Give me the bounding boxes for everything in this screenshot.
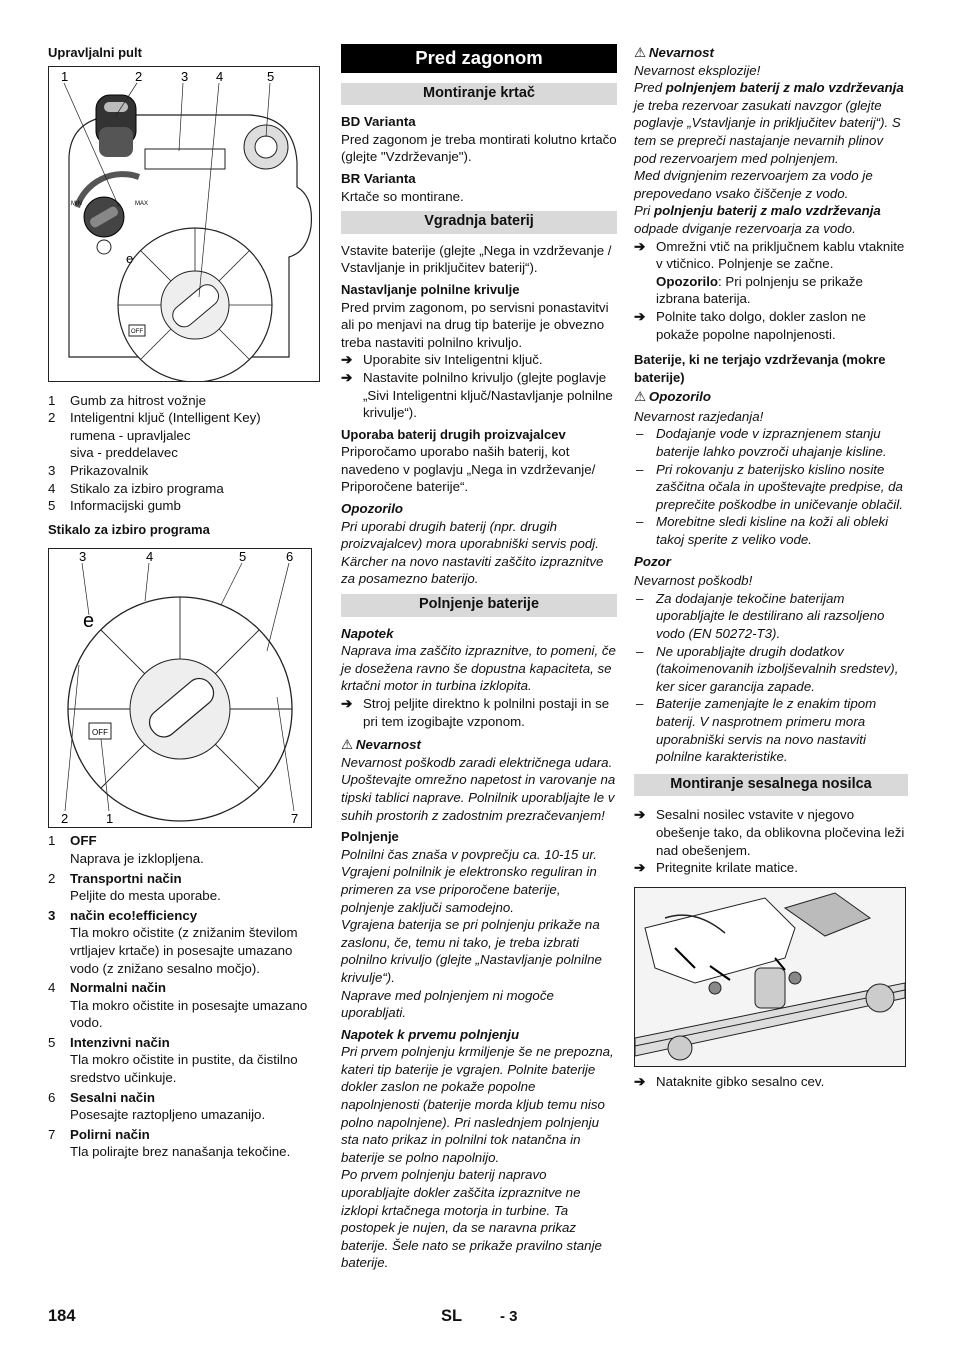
warning-triangle-icon: ⚠ [634, 389, 646, 405]
legend-item: rumena - upravljalec [70, 427, 191, 443]
fig2-callout-3: 3 [79, 549, 87, 565]
step-item: ➔ Sesalni nosilec vstavite v njegovo obešenje tako, da oblikovna pločevina leži nad obešenjem. [634, 807, 905, 858]
program-switch-drawing [49, 549, 311, 827]
danger-heading: ⚠ Nevarnost [341, 737, 421, 753]
dash-item: – Pri rokovanju z baterijsko kislino nosite zaščitna očala in upoštevajte predpise, da preprečite poškodbe in uničevanje oblačil. [636, 461, 903, 512]
legend-item: 1 Gumb za hitrost vožnje [48, 392, 206, 408]
program-item: 5 Intenzivni način Tla mokro očistite in pustite, da čistilno sredstvo učinkuje. [48, 1034, 298, 1086]
br-variant-heading: BR Varianta [341, 170, 416, 186]
caution-heading: Opozorilo [341, 501, 404, 517]
fig2-off-label: OFF [92, 728, 108, 738]
section-battery-install: Vgradnja baterij [341, 211, 617, 234]
step-item: ➔ Stroj peljite direktno k polnilni postaji in se pri tem izogibajte vzponom. [341, 696, 610, 729]
control-panel-drawing [49, 67, 319, 381]
step-item: ➔ Nataknite gibko sesalno cev. [634, 1073, 825, 1089]
fig1-callout-2: 2 [135, 68, 143, 84]
legend-item: 3 Prikazovalnik [48, 462, 149, 478]
warning-triangle-icon: ⚠ [341, 737, 353, 753]
dash-item: – Baterije zamenjajte le z enakim tipom baterij. V nasprotnem primeru mora uporabniški servis na novo nastaviti polnilne karakteristike. [636, 696, 877, 765]
arrow-icon: ➔ [341, 352, 353, 368]
section-number: - 3 [500, 1308, 518, 1325]
fig1-callout-4: 4 [216, 68, 224, 84]
control-panel-heading: Upravljalni pult [48, 45, 142, 60]
squeegee-drawing [635, 888, 905, 1066]
legend-item: 4 Stikalo za izbiro programa [48, 480, 224, 496]
danger-text: Nevarnost poškodb zaradi električnega udara. Upoštevajte omrežno napetost in varovanje na tipski tablici naprave. Polnilnik uporabljajte le v suhih prostorih z zadostnim prezračevanjem! [341, 754, 616, 823]
legend-item: 2 Inteligentni ključ (Intelligent Key) [48, 410, 261, 426]
explosion-paragraph-3: Pri polnjenju baterij z malo vzdrževanja odpade dviganje rezervoarja za vodo. [634, 203, 881, 236]
fig2-callout-4: 4 [146, 549, 154, 565]
first-charge-heading: Napotek k prvemu polnjenju [341, 1026, 520, 1042]
program-item: 7 Polirni način Tla polirajte brez nanašanja tekočine. [48, 1126, 291, 1160]
charging-text-1: Polnilni čas znaša v povprečju ca. 10-15 ur. Vgrajeni polnilnik je elektronsko reguliran in primeren za vse priporočene baterije, polnjenje zaključi samodejno. [341, 846, 597, 915]
fig2-callout-5: 5 [239, 549, 247, 565]
arrow-icon: ➔ [634, 860, 646, 876]
note-text: Naprava ima zaščito izpraznitve, to pomeni, če je dosežena ravno še dopustna kapaciteta, se krtačni motor in turbina izklopita. [341, 643, 616, 694]
injury-danger-text: Nevarnost poškodb! [634, 573, 753, 589]
control-panel-figure [48, 66, 320, 382]
arrow-icon: ➔ [634, 238, 646, 254]
fig1-callout-1: 1 [61, 68, 69, 84]
corrosion-danger-text: Nevarnost razjedanja! [634, 408, 764, 424]
fig1-off-label: OFF [131, 328, 143, 335]
dash-item: – Dodajanje vode v izpraznjenem stanju baterije lahko povzroči uhajanje kisline. [636, 426, 887, 460]
program-switch-figure [48, 548, 312, 828]
battery-install-text: Vstavite baterije (glejte „Nega in vzdrževanje / Vstavljanje in priključitev baterij“). [341, 242, 612, 276]
dash-icon: – [636, 590, 644, 606]
charging-curve-text: Pred prvim zagonom, po servisni ponastavitvi ali po menjavi na drug tip baterije je obvezno treba nastaviti polnilno krivuljo. [341, 299, 609, 350]
dash-item: – Za dodajanje tekočine baterijam uporabljajte le destilirano ali razsoljeno vodo (EN 50272-T3). [636, 590, 885, 641]
step-item: ➔ Nastavite polnilno krivuljo (glejte poglavje „Sivi Inteligentni ključ/Nastavljanje polnilne krivulje“). [341, 369, 613, 421]
dash-icon: – [636, 461, 644, 477]
charging-heading: Polnjenje [341, 829, 399, 845]
explosion-paragraph-2: Med dvignjenim rezervoarjem za vodo je prepovedano vsako čiščenje z vodo. [634, 168, 873, 201]
chapter-title: Pred zagonom [341, 44, 617, 73]
note-heading: Napotek [341, 625, 394, 641]
fig2-callout-7: 7 [291, 811, 299, 827]
fig2-callout-2: 2 [61, 811, 69, 827]
program-item: 4 Normalni način Tla mokro očistite in posesajte umazano vodo. [48, 980, 308, 1031]
fig1-callout-3: 3 [181, 68, 189, 84]
dash-icon: – [636, 514, 644, 530]
charging-text-3: Naprave med polnjenjem ni mogoče uporabljati. [341, 987, 554, 1021]
explosion-danger-text: Nevarnost eksplozije! [634, 62, 761, 78]
fig1-callout-5: 5 [267, 68, 275, 84]
section-squeegee-mounting: Montiranje sesalnega nosilca [634, 774, 908, 797]
legend-item: 5 Informacijski gumb [48, 498, 181, 514]
arrow-icon: ➔ [634, 807, 646, 823]
wet-battery-heading: Baterije, ki ne terjajo vzdrževanja (mokre baterije) [634, 352, 886, 385]
step-item: ➔ Polnite tako dolgo, dokler zaslon ne pokaže popolne napolnjenosti. [634, 308, 866, 342]
column-3 [634, 44, 908, 1090]
language-code: SL [441, 1307, 463, 1325]
column-1 [48, 44, 320, 1161]
bd-variant-text: Pred zagonom je treba montirati kolutno krtačo (glejte "Vzdrževanje"). [341, 131, 617, 165]
fig1-max-label: MAX [135, 200, 149, 207]
caution-heading: ⚠ Opozorilo [634, 389, 711, 405]
section-brush-mounting: Montiranje krtač [341, 83, 617, 106]
attention-heading: Pozor [634, 553, 671, 569]
legend-item: siva - preddelavec [70, 445, 178, 461]
program-item: 1 OFF Naprava je izklopljena. [48, 833, 204, 866]
bd-variant-heading: BD Varianta [341, 114, 416, 130]
br-variant-text: Krtače so montirane. [341, 188, 464, 204]
section-battery-charging: Polnjenje baterije [341, 594, 617, 617]
arrow-icon: ➔ [341, 369, 353, 385]
warning-triangle-icon: ⚠ [634, 45, 646, 60]
program-item: 3 način eco!efficiency Tla mokro očistite (z znižanim številom vrtljajev krtače) in posesajte umazano vodo (z znižano sesalno močjo). [48, 907, 298, 976]
dash-icon: – [636, 426, 644, 442]
explosion-paragraph-1: Pred polnjenjem baterij z malo vzdrževanja je treba rezervoar zasukati navzgor (glejte poglavje „Vstavljanje in priključitev baterij“). S tem se prepreči nastajanje nevarnih plinov pod rezervoarjem med polnjenjem. [634, 80, 904, 166]
other-batteries-text: Priporočamo uporabo naših baterij, kot navedeno v poglavju „Nega in vzdrževanje/ Priporočene baterije“. [341, 444, 596, 495]
other-batteries-heading: Uporaba baterij drugih proizvajalcev [341, 426, 566, 442]
step-item: ➔ Uporabite siv Inteligentni ključ. [341, 352, 543, 368]
first-charge-text-2: Po prvem polnjenju baterij napravo uporabljajte dokler zaščita izpraznitve ne izklopi krtačnega motorja in turbine. Ta postopek je nujen, da se naravna prikaz baterije. Šele nato se prikaže pravilno stanje baterije. [341, 1167, 602, 1271]
fig2-callout-6: 6 [286, 549, 294, 565]
charging-curve-heading: Nastavljanje polnilne krivulje [341, 281, 520, 297]
squeegee-figure [634, 887, 906, 1067]
page-number: 184 [48, 1307, 76, 1325]
program-switch-heading: Stikalo za izbiro programa [48, 521, 210, 537]
danger-heading: ⚠ Nevarnost [634, 45, 714, 60]
arrow-icon: ➔ [634, 1073, 646, 1089]
fig2-eco-label: e [83, 610, 95, 633]
arrow-icon: ➔ [341, 696, 353, 711]
dash-icon: – [636, 696, 644, 712]
first-charge-text-1: Pri prvem polnjenju krmiljenje še ne prepozna, kateri tip baterije je vgrajen. Polnite baterije dokler zaslon ne pokaže popolne napolnjenosti (baterije morda kljub temu niso polno napolnjene). Pri naslednjem polnjenju sta nato prikaz in polnilni tok natančna in baterije se polno napolnijo. [341, 1044, 614, 1165]
dash-item: – Morebitne sledi kisline na koži ali obleki takoj sperite z veliko vode. [636, 514, 889, 548]
dash-icon: – [636, 643, 644, 659]
control-panel-legend [48, 392, 320, 515]
program-item: 6 Sesalni način Posesajte raztopljeno umazanijo. [48, 1089, 266, 1123]
step-item: ➔ Pritegnite krilate matice. [634, 860, 798, 876]
fig1-eco-label: e [126, 250, 134, 266]
step-item: ➔ Omrežni vtič na priključnem kablu vtaknite v vtičnico. Polnjenje se začne. Opozorilo: Pri polnjenju se prikaže izbrana baterija. [634, 238, 905, 307]
dash-item: – Ne uporabljajte drugih dodatkov (takoimenovanih izboljševalnih sredstev), ker sicer garancija zapade. [636, 643, 899, 694]
column-2 [341, 44, 617, 1272]
fig2-callout-1: 1 [106, 811, 114, 827]
arrow-icon: ➔ [634, 308, 646, 324]
charging-text-2: Vgrajena baterija se pri polnjenju prikaže na zaslonu, če, temu ni tako, je treba izbrati polnilno krivuljo (glejte „Nastavljanje polnilne krivulje“). [341, 917, 602, 985]
program-item: 2 Transportni način Peljite do mesta uporabe. [48, 870, 221, 904]
program-switch-legend [48, 832, 320, 1161]
fig1-min-label: MIN [71, 200, 82, 207]
caution-text: Pri uporabi drugih baterij (npr. drugih proizvajalcev) mora uporabniški servis podj. Kärcher na novo nastaviti zaščito izpraznitve za posamezno baterijo. [341, 518, 604, 587]
